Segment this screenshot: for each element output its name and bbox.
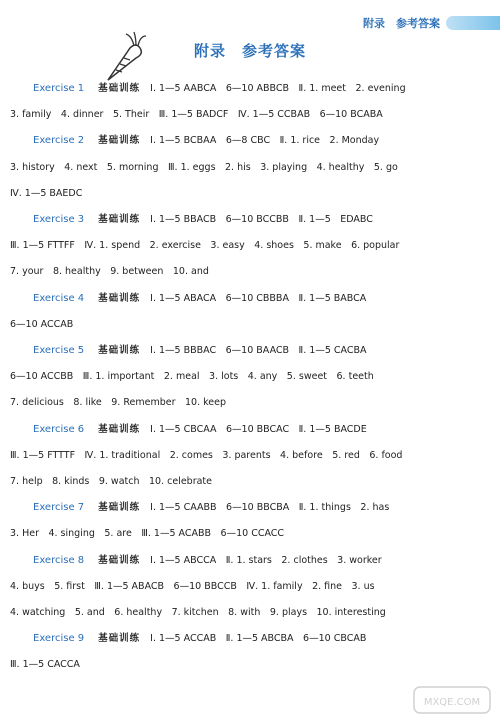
section-tag: 基础训练 [98,214,141,225]
section-tag: 基础训练 [98,633,141,645]
header-bar [446,16,500,30]
svg-text:MXQE.COM: MXQE.COM [423,697,481,708]
section-tag: 基础训练 [98,345,141,356]
answer-text: Ⅰ. 1—5 CBCAA 6—10 BBCAC Ⅱ. 1—5 BACDE [150,423,367,435]
answer-line [33,421,367,439]
answer-text: 7. your 8. healthy 9. between 10. and [10,266,209,278]
section-tag: 基础训练 [98,135,141,147]
exercise-label: Exercise 9 [33,633,85,645]
exercise-label: Exercise 1 [33,83,85,94]
answer-text: 4. buys 5. first Ⅲ. 1—5 ABACB 6—10 BBCCB Ⅳ. 1. family 2. fine 3. us [10,580,375,592]
answer-text: 7. help 8. kinds 9. watch 10. celebrate [10,476,212,487]
exercise-label: Exercise 6 [33,423,85,435]
header-text: 附录 参考答案 [363,17,440,30]
section-tag: 基础训练 [98,292,141,304]
answer-line [10,316,73,334]
answer-line [10,106,383,124]
answer-line [33,211,373,229]
answer-line [10,525,284,543]
answer-line [10,447,402,465]
page-title: 附录 参考答案 [193,42,306,60]
answer-line [10,159,398,177]
answer-line [10,237,399,255]
watermark-logo [412,685,492,715]
answer-line [33,499,389,517]
answer-text: Ⅰ. 1—5 CAABB 6—10 BBCBA Ⅱ. 1. things 2. has [150,502,390,514]
answer-line [33,290,366,308]
answer-text: Ⅰ. 1—5 ABACA 6—10 CBBBA Ⅱ. 1—5 BABCA [150,292,367,304]
exercise-label: Exercise 7 [33,502,85,514]
answer-text: Ⅳ. 1—5 BAEDC [10,187,83,199]
answer-line [33,342,367,360]
section-tag: 基础训练 [98,554,141,566]
exercise-label: Exercise 3 [33,214,85,225]
page-header [363,14,500,32]
answer-line [10,473,212,491]
answer-line [10,604,386,622]
answer-text: Ⅰ. 1—5 BCBAA 6—8 CBC Ⅱ. 1. rice 2. Monday [150,135,380,147]
answer-text: 7. delicious 8. like 9. Remember 10. keep [10,397,226,409]
answer-text: 3. Her 4. singing 5. are Ⅲ. 1—5 ACABB 6—10 CCACC [10,528,285,540]
answer-line [10,185,82,203]
answer-line [10,656,80,674]
answer-text: 6—10 ACCBB Ⅲ. 1. important 2. meal 3. lots 4. any 5. sweet 6. teeth [10,371,374,383]
exercise-label: Exercise 8 [33,554,85,566]
exercise-label: Exercise 5 [33,345,85,356]
answer-line [33,80,406,98]
answer-text: 6—10 ACCAB [10,318,74,330]
answer-text: Ⅲ. 1—5 FTTFF Ⅳ. 1. spend 2. exercise 3. easy 4. shoes 5. make 6. popular [10,240,400,252]
answer-line [33,132,379,150]
answer-text: Ⅰ. 1—5 ACCAB Ⅱ. 1—5 ABCBA 6—10 CBCAB [150,633,367,645]
section-tag: 基础训练 [98,423,141,435]
exercise-label: Exercise 4 [33,292,85,304]
answer-text: 3. history 4. next 5. morning Ⅲ. 1. eggs 2. his 3. playing 4. healthy 5. go [10,161,398,173]
answer-text: Ⅰ. 1—5 BBBAC 6—10 BAACB Ⅱ. 1—5 CACBA [150,345,367,356]
section-tag: 基础训练 [98,502,141,514]
answer-text: Ⅲ. 1—5 CACCA [10,659,80,671]
answer-text: Ⅰ. 1—5 BBACB 6—10 BCCBB Ⅱ. 1—5 EDABC [150,214,373,225]
answer-text: Ⅲ. 1—5 FTTTF Ⅳ. 1. traditional 2. comes 3. parents 4. before 5. red 6. food [10,449,403,461]
answer-line [10,368,374,386]
answer-line [33,630,366,648]
exercise-label: Exercise 2 [33,135,85,147]
answer-line [10,394,226,412]
answer-line [10,263,209,281]
answer-text: 3. family 4. dinner 5. Their Ⅲ. 1—5 BADCF Ⅳ. 1—5 CCBAB 6—10 BCABA [10,109,383,121]
answer-text: Ⅰ. 1—5 AABCA 6—10 ABBCB Ⅱ. 1. meet 2. evening [150,83,406,94]
section-tag: 基础训练 [98,83,141,94]
answer-line [33,552,382,570]
answer-text: Ⅰ. 1—5 ABCCA Ⅱ. 1. stars 2. clothes 3. worker [150,554,382,566]
answer-text: 4. watching 5. and 6. healthy 7. kitchen 8. with 9. plays 10. interesting [10,607,386,618]
answer-line [10,578,375,596]
